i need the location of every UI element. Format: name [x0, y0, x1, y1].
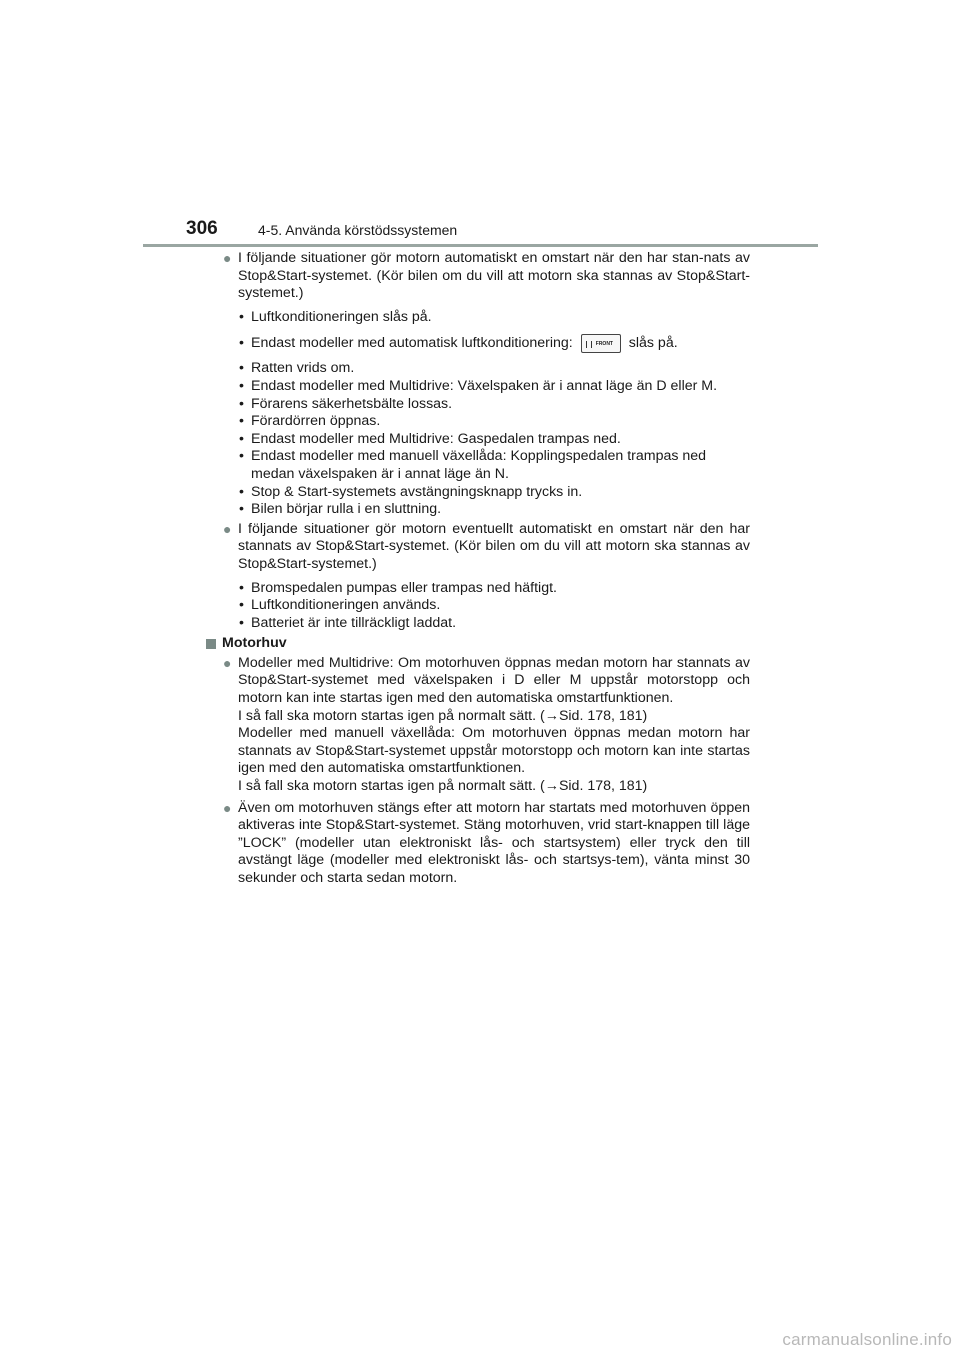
list-item: • Förarens säkerhetsbälte lossas.: [239, 395, 453, 412]
list-item: • Luftkonditioneringen används.: [239, 597, 441, 614]
list-item: • Endast modeller med Multidrive: Växelspaken är i annat läge än D eller M.: [239, 377, 718, 394]
header-rule: [143, 244, 818, 247]
list-item: • Stop & Start-systemets avstängningsknapp trycks in.: [239, 483, 583, 500]
square-bullet-icon: [206, 639, 216, 649]
list-item: • Endast modeller med manuell växellåda: Kopplingspedalen trampas ned medan växelspaken är i annat läge än N.: [239, 448, 707, 482]
list-item: • Förardörren öppnas.: [239, 413, 381, 430]
arrow-right-icon: →: [544, 707, 559, 724]
motorhuv-item-1: [222, 655, 750, 796]
list-item: • Endast modeller med automatisk luftkonditionering: FRONT slås på.: [239, 335, 678, 352]
list-item: • Luftkonditioneringen slås på.: [239, 308, 432, 325]
circle-bullet-icon: ●: [223, 250, 232, 266]
list-item: • Endast modeller med Multidrive: Gaspedalen trampas ned.: [239, 430, 621, 447]
list-item: • Bilen börjar rulla i en sluttning.: [239, 501, 442, 518]
paragraph: Modeller med Multidrive: Om motorhuven öppnas medan motorn har stannats av Stop&Start-systemet med växelspaken i D eller M uppstår motorstopp och motorn kan inte startas igen med den automatiska omstartfunktionen.: [238, 654, 750, 707]
bullet-text: I följande situationer gör motorn automatiskt en omstart när den har stan-nats av Stop&Start-systemet. (Kör bilen om du vill att motorn ska stannas av Stop&Start-systemet.): [238, 250, 750, 302]
motorhuv-item-2: [222, 800, 750, 888]
paragraph: Modeller med manuell växellåda: Om motorhuven öppnas medan motorn har stannats av Stop&Start-systemet uppstår motorstopp och motorn kan inte startas igen med den automatiska omstartfunktionen.: [238, 725, 750, 777]
watermark: carmanualsonline.info: [782, 1330, 952, 1349]
front-defogger-icon: FRONT: [581, 334, 621, 353]
page-reference-link[interactable]: Sid. 178, 181): [558, 707, 648, 724]
paragraph: Även om motorhuven stängs efter att motorn har startats med motorhuven öppen aktiveras inte Stop&Start-systemet. Stäng motorhuven, vrid start-knappen till läge ”LOCK” (modeller utan elektroniskt lås- och startsystem) eller tryck den till avstängt läge (modeller med elektroniskt lås- och startsys-tem), vänta minst 30 sekunder och starta sedan motorn.: [238, 799, 750, 886]
page-reference-link[interactable]: Sid. 178, 181): [558, 778, 648, 795]
paragraph: I så fall ska motorn startas igen på normalt sätt. (→Sid. 178, 181): [238, 707, 648, 724]
sub-list: [222, 580, 750, 633]
list-item: • Ratten vrids om.: [239, 360, 355, 377]
sub-list: [222, 309, 750, 519]
circle-bullet-icon: ●: [223, 799, 232, 816]
list-item: • Bromspedalen pumpas eller trampas ned häftigt.: [239, 579, 557, 596]
bullet-text: I följande situationer gör motorn eventuellt automatiskt en omstart när den har stannats av Stop&Start-systemet. (Kör bilen om du vill att motorn ska stannas av Stop&Start-systemet.): [238, 520, 750, 572]
list-item: • Batteriet är inte tillräckligt laddat.: [239, 614, 457, 631]
paragraph: I så fall ska motorn startas igen på normalt sätt. (→Sid. 178, 181): [238, 778, 648, 795]
section-heading-motorhuv: Motorhuv: [206, 635, 750, 653]
page-number: 306: [186, 218, 218, 239]
bullet-possible-restart: [222, 521, 750, 574]
circle-bullet-icon: ●: [223, 520, 232, 537]
content: [222, 250, 750, 888]
bullet-auto-restart: [222, 250, 750, 303]
arrow-right-icon: →: [544, 778, 559, 795]
circle-bullet-icon: ●: [223, 654, 232, 671]
header-title: 4-5. Använda körstödssystemen: [258, 222, 458, 238]
